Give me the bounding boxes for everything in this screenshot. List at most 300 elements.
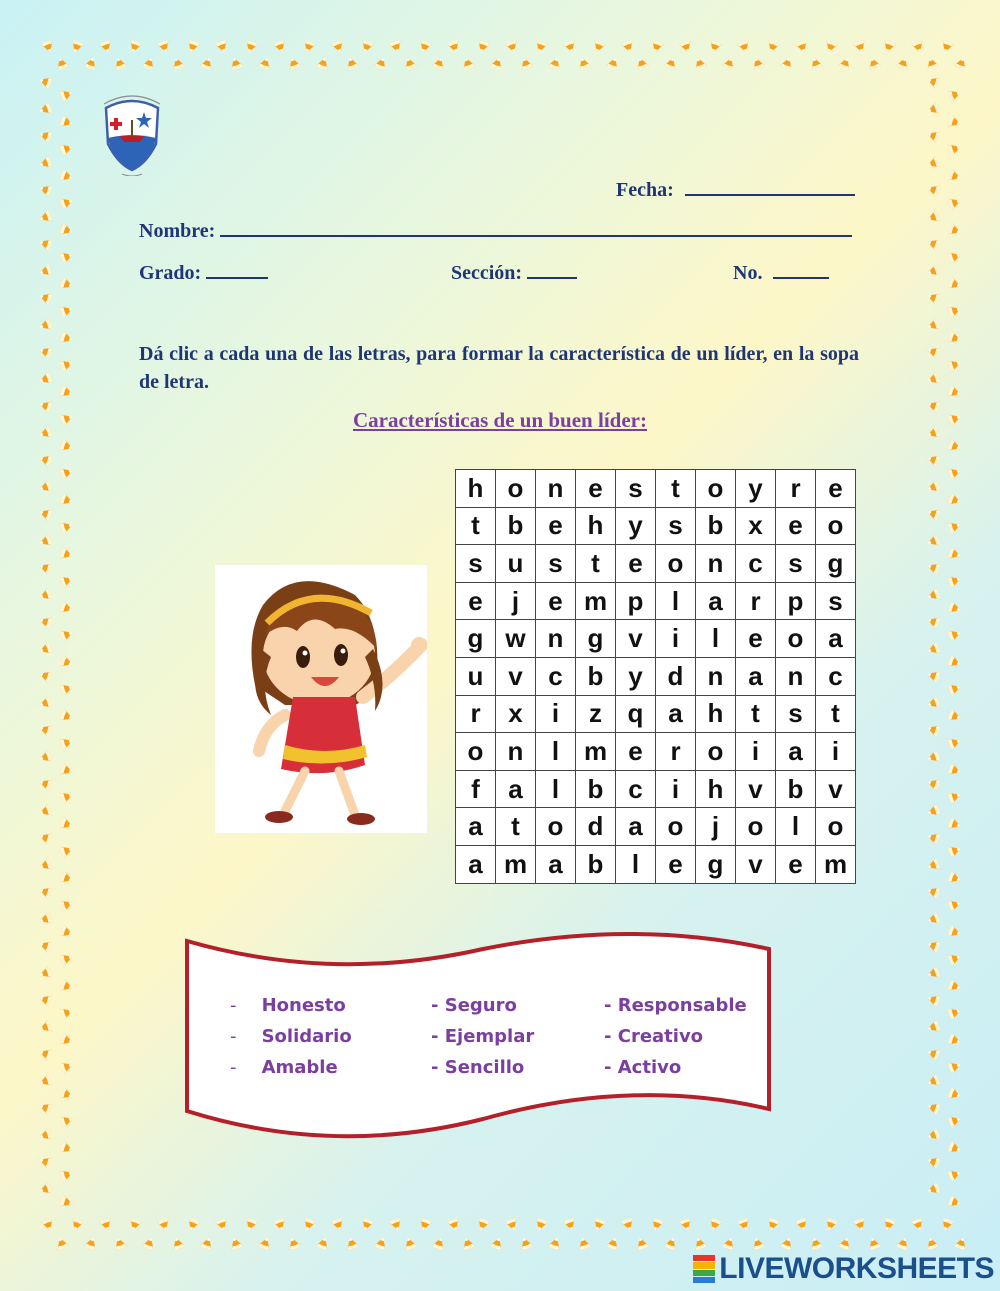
candy-corn: [37, 372, 52, 387]
grid-cell[interactable]: t: [736, 696, 776, 734]
grid-cell[interactable]: t: [656, 470, 696, 508]
candy-corn: [925, 722, 940, 737]
word-item-honesto: - Honesto: [230, 995, 346, 1016]
candy-corn: [37, 884, 52, 899]
candy-corn: [947, 1005, 962, 1020]
candy-corn: [59, 1195, 74, 1210]
grid-cell[interactable]: t: [456, 508, 496, 546]
candy-corn: [692, 1235, 707, 1250]
grid-cell[interactable]: o: [816, 808, 856, 846]
grid-cell[interactable]: y: [616, 658, 656, 696]
numero-field: [733, 259, 829, 285]
grid-cell[interactable]: n: [776, 658, 816, 696]
grid-cell[interactable]: b: [576, 846, 616, 884]
candy-corn: [808, 1235, 823, 1250]
candy-corn: [765, 1217, 780, 1232]
nombre-field: [139, 217, 852, 243]
grid-cell[interactable]: o: [656, 808, 696, 846]
grid-cell[interactable]: a: [456, 846, 496, 884]
grid-cell[interactable]: c: [536, 658, 576, 696]
grid-cell[interactable]: f: [456, 771, 496, 809]
word-search-grid: [455, 469, 856, 884]
candy-corn: [947, 735, 962, 750]
candy-corn: [606, 1235, 621, 1250]
candy-corn: [911, 39, 926, 54]
candy-corn: [37, 1046, 52, 1061]
grid-cell[interactable]: v: [736, 846, 776, 884]
candy-corn: [59, 627, 74, 642]
grid-cell[interactable]: m: [496, 846, 536, 884]
grid-cell[interactable]: l: [696, 620, 736, 658]
grid-cell[interactable]: e: [736, 620, 776, 658]
grid-cell[interactable]: o: [536, 808, 576, 846]
grid-cell[interactable]: o: [696, 470, 736, 508]
grid-cell[interactable]: a: [736, 658, 776, 696]
grid-cell[interactable]: s: [616, 470, 656, 508]
grid-cell[interactable]: p: [616, 583, 656, 621]
candy-corn: [533, 1217, 548, 1232]
candy-corn: [925, 776, 940, 791]
grid-cell[interactable]: e: [616, 733, 656, 771]
candy-corn: [37, 1074, 52, 1089]
word-item-sencillo: - Sencillo: [431, 1057, 525, 1078]
candy-corn: [37, 1128, 52, 1143]
candy-corn: [475, 39, 490, 54]
grid-cell[interactable]: t: [496, 808, 536, 846]
candy-corn: [331, 1217, 346, 1232]
grid-cell[interactable]: x: [496, 696, 536, 734]
candy-corn: [59, 1167, 74, 1182]
candy-corn: [947, 925, 962, 940]
grid-cell[interactable]: i: [656, 620, 696, 658]
grid-cell[interactable]: e: [656, 846, 696, 884]
candy-corn: [947, 1195, 962, 1210]
candy-corn: [925, 290, 940, 305]
candy-corn: [37, 722, 52, 737]
candy-corn: [389, 39, 404, 54]
candy-corn: [37, 560, 52, 575]
grid-cell[interactable]: s: [656, 508, 696, 546]
grid-cell[interactable]: g: [576, 620, 616, 658]
candy-corn: [780, 55, 795, 70]
grid-cell[interactable]: i: [656, 771, 696, 809]
grid-cell[interactable]: e: [536, 508, 576, 546]
candy-corn: [925, 1074, 940, 1089]
candy-corn: [823, 39, 838, 54]
grid-cell[interactable]: w: [496, 620, 536, 658]
candy-corn: [853, 39, 868, 54]
grid-cell[interactable]: c: [616, 771, 656, 809]
candy-corn: [374, 55, 389, 70]
candy-corn: [37, 1020, 52, 1035]
grid-cell[interactable]: b: [576, 658, 616, 696]
grid-cell[interactable]: r: [736, 583, 776, 621]
candy-corn: [947, 1087, 962, 1102]
candy-corn: [37, 156, 52, 171]
candy-corn: [37, 506, 52, 521]
grid-cell[interactable]: m: [816, 846, 856, 884]
grid-cell[interactable]: p: [776, 583, 816, 621]
candy-corn: [69, 39, 84, 54]
fecha-input-line[interactable]: [685, 176, 855, 196]
candy-corn: [925, 210, 940, 225]
grid-cell[interactable]: j: [496, 583, 536, 621]
grid-cell[interactable]: c: [736, 545, 776, 583]
grid-cell[interactable]: g: [456, 620, 496, 658]
candy-corn: [37, 966, 52, 981]
candy-corn: [460, 1235, 475, 1250]
candy-corn: [200, 1235, 215, 1250]
grid-cell[interactable]: b: [696, 508, 736, 546]
grid-cell[interactable]: b: [576, 771, 616, 809]
candy-corn: [795, 1217, 810, 1232]
candy-corn: [59, 1141, 74, 1156]
candy-corn: [925, 1046, 940, 1061]
candy-corn: [649, 39, 664, 54]
candy-corn: [925, 182, 940, 197]
candy-corn: [37, 128, 52, 143]
candy-corn: [947, 843, 962, 858]
grid-cell[interactable]: z: [576, 696, 616, 734]
grid-cell[interactable]: n: [696, 545, 736, 583]
grado-input-line[interactable]: [206, 259, 268, 279]
candy-corn: [59, 115, 74, 130]
school-crest-logo: [96, 86, 168, 176]
candy-corn: [37, 804, 52, 819]
grid-cell[interactable]: n: [496, 733, 536, 771]
grid-cell[interactable]: y: [616, 508, 656, 546]
candy-corn: [947, 115, 962, 130]
candy-corn: [925, 344, 940, 359]
candy-corn: [228, 55, 243, 70]
seccion-label: Sección:: [451, 262, 523, 284]
candy-corn: [947, 141, 962, 156]
candy-corn: [273, 39, 288, 54]
grid-cell[interactable]: n: [536, 620, 576, 658]
dash-mark: -: [230, 1057, 237, 1078]
grid-cell[interactable]: q: [616, 696, 656, 734]
grid-cell[interactable]: h: [696, 696, 736, 734]
word-item-activo: - Activo: [604, 1057, 682, 1078]
candy-corn: [142, 1235, 157, 1250]
grid-cell[interactable]: e: [536, 583, 576, 621]
grid-cell[interactable]: b: [776, 771, 816, 809]
candy-corn: [37, 642, 52, 657]
candy-corn: [402, 55, 417, 70]
candy-corn: [808, 55, 823, 70]
grid-cell[interactable]: l: [776, 808, 816, 846]
candy-corn: [925, 1128, 940, 1143]
grid-cell[interactable]: j: [696, 808, 736, 846]
candy-corn: [947, 951, 962, 966]
candy-corn: [591, 39, 606, 54]
grid-cell[interactable]: a: [696, 583, 736, 621]
candy-corn: [258, 55, 273, 70]
candy-corn: [896, 55, 911, 70]
grid-cell[interactable]: e: [616, 545, 656, 583]
candy-corn: [301, 39, 316, 54]
candy-corn: [417, 39, 432, 54]
grid-cell[interactable]: i: [736, 733, 776, 771]
grid-cell[interactable]: s: [776, 696, 816, 734]
candy-corn: [37, 236, 52, 251]
candy-corn: [37, 534, 52, 549]
grid-cell[interactable]: a: [776, 733, 816, 771]
grid-cell[interactable]: g: [696, 846, 736, 884]
candy-corn: [548, 55, 563, 70]
grid-cell[interactable]: b: [496, 508, 536, 546]
candy-corn: [84, 1235, 99, 1250]
candy-corn: [947, 1033, 962, 1048]
candy-corn: [37, 290, 52, 305]
candy-corn: [925, 884, 940, 899]
candy-corn: [518, 55, 533, 70]
candy-corn: [925, 74, 940, 89]
candy-corn: [548, 1235, 563, 1250]
grid-cell[interactable]: t: [576, 545, 616, 583]
candy-corn: [475, 1217, 490, 1232]
candy-corn: [37, 74, 52, 89]
candy-corn: [59, 439, 74, 454]
grid-cell[interactable]: l: [536, 733, 576, 771]
candy-corn: [679, 39, 694, 54]
candy-corn: [947, 465, 962, 480]
grid-cell[interactable]: v: [496, 658, 536, 696]
word-item-amable: - Amable: [230, 1057, 338, 1078]
grid-cell[interactable]: t: [816, 696, 856, 734]
grid-cell[interactable]: g: [816, 545, 856, 583]
candy-corn: [925, 1154, 940, 1169]
grid-cell[interactable]: l: [616, 846, 656, 884]
grid-cell[interactable]: l: [536, 771, 576, 809]
candy-corn: [947, 1059, 962, 1074]
candy-corn: [954, 1235, 969, 1250]
candy-corn: [947, 627, 962, 642]
candy-corn: [59, 925, 74, 940]
candy-corn: [765, 39, 780, 54]
word-list-col3: [604, 990, 747, 1083]
grid-cell[interactable]: x: [736, 508, 776, 546]
candy-corn: [925, 830, 940, 845]
candy-corn: [925, 966, 940, 981]
grid-cell[interactable]: c: [816, 658, 856, 696]
subtitle: Características de un buen líder:: [353, 408, 647, 432]
candy-corn: [41, 39, 56, 54]
nombre-input-line[interactable]: [220, 217, 852, 237]
candy-corn: [215, 1217, 230, 1232]
candy-corn: [947, 763, 962, 778]
candy-corn: [947, 439, 962, 454]
candy-corn: [947, 249, 962, 264]
candy-corn: [947, 871, 962, 886]
candy-corn: [947, 331, 962, 346]
dash-mark: -: [230, 995, 237, 1016]
grid-cell[interactable]: m: [576, 733, 616, 771]
grid-cell[interactable]: v: [736, 771, 776, 809]
grid-cell[interactable]: o: [456, 733, 496, 771]
grid-cell[interactable]: a: [456, 808, 496, 846]
candy-corn: [84, 55, 99, 70]
candy-corn: [59, 249, 74, 264]
candy-corn: [947, 303, 962, 318]
candy-corn: [127, 39, 142, 54]
grid-cell[interactable]: i: [816, 733, 856, 771]
candy-corn: [59, 277, 74, 292]
grid-cell[interactable]: r: [656, 733, 696, 771]
candy-corn: [59, 357, 74, 372]
candy-corn: [954, 55, 969, 70]
candy-corn: [947, 1141, 962, 1156]
candy-corn: [37, 182, 52, 197]
grid-cell[interactable]: o: [496, 470, 536, 508]
candy-corn: [533, 39, 548, 54]
candy-corn: [925, 372, 940, 387]
candy-corn: [59, 871, 74, 886]
grid-cell[interactable]: a: [656, 696, 696, 734]
grid-cell[interactable]: r: [456, 696, 496, 734]
numero-input-line[interactable]: [773, 259, 829, 279]
candy-corn: [37, 1100, 52, 1115]
candy-corn: [127, 1217, 142, 1232]
candy-corn: [750, 55, 765, 70]
candy-corn: [417, 1217, 432, 1232]
candy-corn: [853, 1217, 868, 1232]
grid-cell[interactable]: y: [736, 470, 776, 508]
candy-corn: [59, 223, 74, 238]
candy-corn: [59, 465, 74, 480]
candy-corn: [947, 87, 962, 102]
candy-corn: [925, 1182, 940, 1197]
grid-cell[interactable]: d: [656, 658, 696, 696]
grid-cell[interactable]: e: [776, 846, 816, 884]
brand-name: LIVEWORKSHEETS: [719, 1252, 994, 1285]
grid-cell[interactable]: h: [456, 470, 496, 508]
grid-cell[interactable]: a: [616, 808, 656, 846]
candy-corn: [37, 264, 52, 279]
candy-corn: [374, 1235, 389, 1250]
grid-cell[interactable]: r: [776, 470, 816, 508]
grid-cell[interactable]: h: [696, 771, 736, 809]
candy-corn: [59, 385, 74, 400]
candy-corn: [59, 979, 74, 994]
grid-cell[interactable]: o: [776, 620, 816, 658]
candy-corn: [258, 1235, 273, 1250]
candy-corn: [54, 55, 69, 70]
candy-corn: [185, 1217, 200, 1232]
candy-corn: [59, 141, 74, 156]
grid-cell[interactable]: s: [456, 545, 496, 583]
grid-cell[interactable]: s: [776, 545, 816, 583]
grid-cell[interactable]: v: [816, 771, 856, 809]
candy-corn: [664, 1235, 679, 1250]
grado-field: [139, 259, 268, 285]
candy-corn: [157, 1217, 172, 1232]
candy-corn: [99, 39, 114, 54]
instructions-text: Dá clic a cada una de las letras, para formar la característica de un líder, en la sopa de letra.: [139, 343, 859, 393]
grid-cell[interactable]: a: [536, 846, 576, 884]
candy-corn: [881, 39, 896, 54]
candy-corn: [947, 385, 962, 400]
grid-cell[interactable]: u: [496, 545, 536, 583]
grid-cell[interactable]: d: [576, 808, 616, 846]
grid-cell[interactable]: h: [576, 508, 616, 546]
grid-cell[interactable]: a: [496, 771, 536, 809]
word-item-seguro: - Seguro: [431, 995, 517, 1016]
candy-corn: [37, 1154, 52, 1169]
grid-cell[interactable]: s: [536, 545, 576, 583]
grid-cell[interactable]: e: [576, 470, 616, 508]
grid-cell[interactable]: a: [816, 620, 856, 658]
candy-corn: [286, 1235, 301, 1250]
candy-corn: [947, 601, 962, 616]
candy-corn: [576, 55, 591, 70]
grid-cell[interactable]: m: [576, 583, 616, 621]
grid-cell[interactable]: e: [776, 508, 816, 546]
candy-corn: [59, 897, 74, 912]
candy-corn: [838, 55, 853, 70]
grid-cell[interactable]: o: [816, 508, 856, 546]
candy-corn: [634, 55, 649, 70]
candy-corn: [59, 789, 74, 804]
candy-corn: [563, 39, 578, 54]
candy-corn: [947, 709, 962, 724]
grid-cell[interactable]: s: [816, 583, 856, 621]
candy-corn: [924, 1235, 939, 1250]
candy-corn: [925, 236, 940, 251]
grid-cell[interactable]: o: [656, 545, 696, 583]
candy-corn: [947, 1167, 962, 1182]
grid-cell[interactable]: l: [656, 583, 696, 621]
liveworksheets-brand[interactable]: [693, 1252, 994, 1286]
candy-corn: [344, 1235, 359, 1250]
candy-corn: [722, 1235, 737, 1250]
candy-corn: [41, 1217, 56, 1232]
grid-cell[interactable]: n: [696, 658, 736, 696]
candy-corn: [737, 39, 752, 54]
candy-corn: [947, 519, 962, 534]
grid-cell[interactable]: o: [696, 733, 736, 771]
candy-corn: [591, 1217, 606, 1232]
seccion-input-line[interactable]: [527, 259, 577, 279]
candy-corn: [947, 169, 962, 184]
candy-corn: [925, 938, 940, 953]
grid-cell[interactable]: i: [536, 696, 576, 734]
grid-cell[interactable]: o: [736, 808, 776, 846]
candy-corn: [331, 39, 346, 54]
grid-cell[interactable]: e: [816, 470, 856, 508]
candy-corn: [621, 39, 636, 54]
candy-corn: [947, 681, 962, 696]
candy-corn: [37, 614, 52, 629]
grid-cell[interactable]: u: [456, 658, 496, 696]
grado-label: Grado:: [139, 262, 202, 284]
girl-pointing-illustration: [215, 565, 427, 833]
candy-corn: [59, 601, 74, 616]
candy-corn: [737, 1217, 752, 1232]
grid-cell[interactable]: e: [456, 583, 496, 621]
candy-corn: [795, 39, 810, 54]
candy-corn: [606, 55, 621, 70]
candy-corn: [925, 992, 940, 1007]
grid-cell[interactable]: n: [536, 470, 576, 508]
candy-corn: [947, 223, 962, 238]
grid-cell[interactable]: v: [616, 620, 656, 658]
candy-corn: [69, 1217, 84, 1232]
candy-corn: [316, 1235, 331, 1250]
candy-corn: [59, 87, 74, 102]
candy-corn: [37, 992, 52, 1007]
candy-corn: [359, 1217, 374, 1232]
